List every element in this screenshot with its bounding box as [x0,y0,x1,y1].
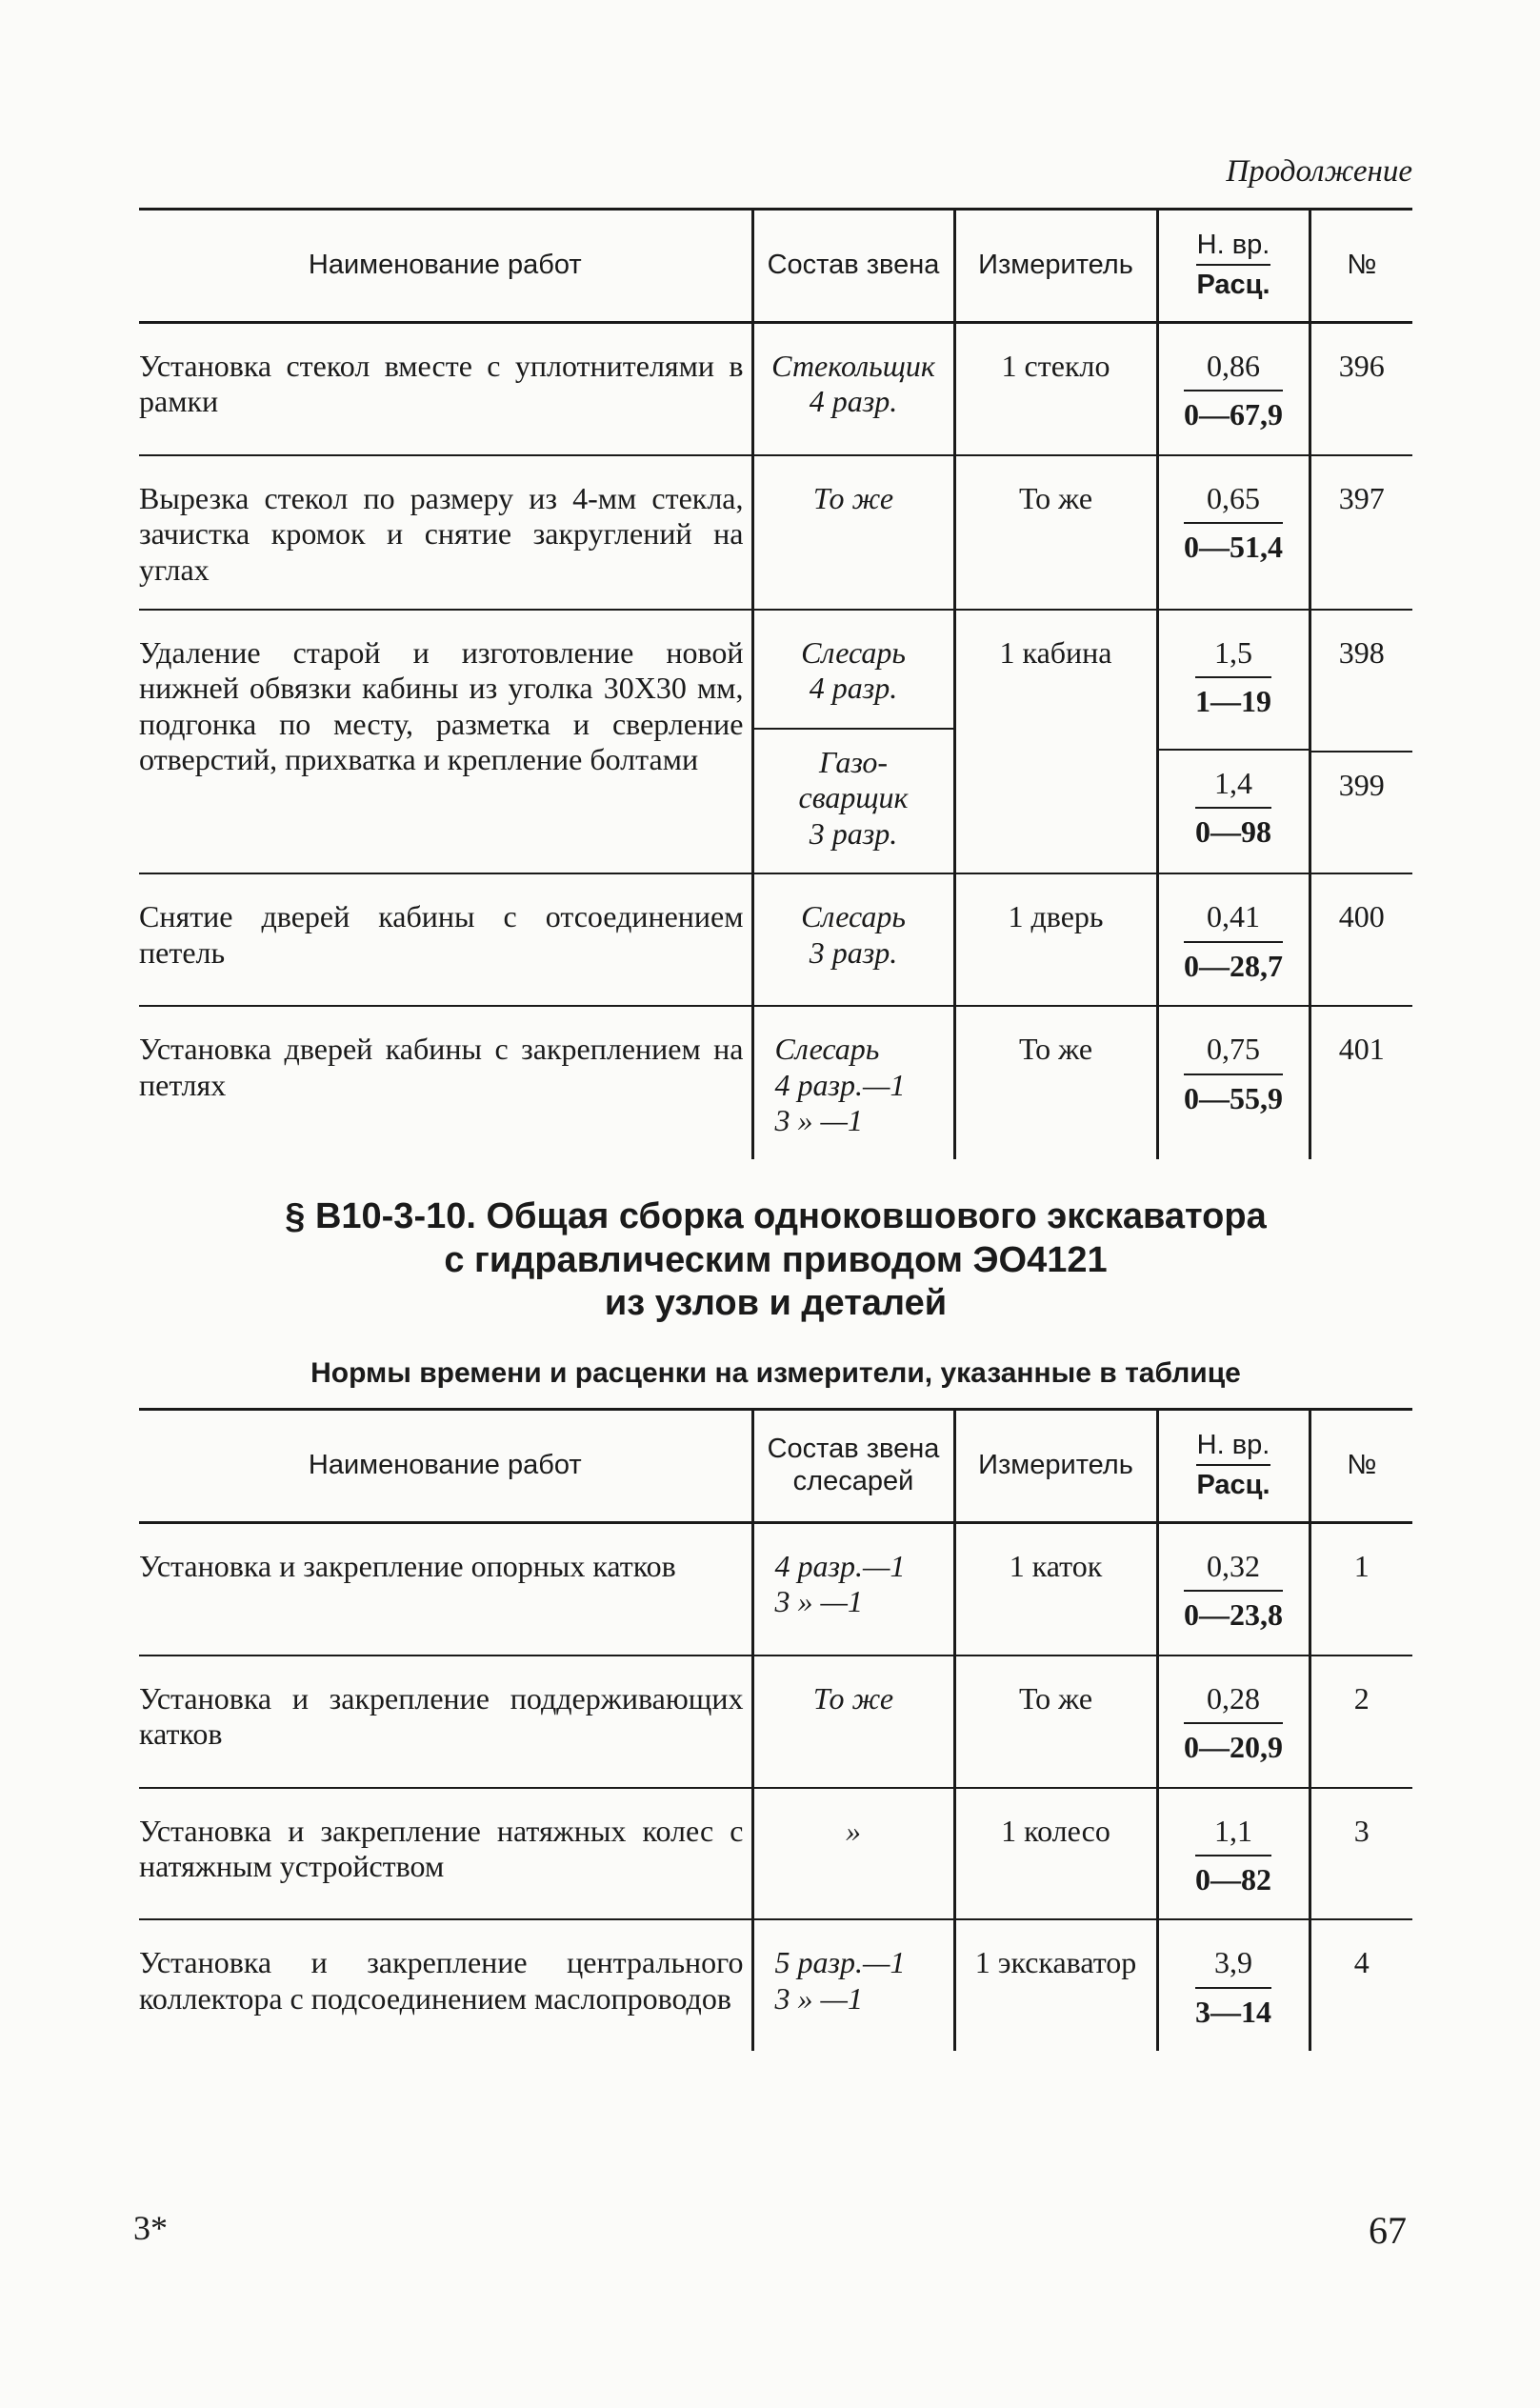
crew-cell [752,322,954,454]
row-number-cell [1310,610,1412,873]
header-price-label: Расц. [1196,269,1270,300]
header-rate [1157,210,1310,323]
header-measure: Измеритель [954,210,1157,323]
row-number: 397 [1310,455,1412,610]
time-norm: 0,28 [1184,1681,1283,1724]
section-subtitle: Нормы времени и расценки на измерители, указанные в таблице [310,1357,1241,1389]
rate-cell [1157,1006,1310,1159]
work-name: Установка и закрепление поддерживающих катков [139,1656,752,1788]
crew-line: » [846,1813,861,1848]
number-subdivision [1311,751,1413,803]
section-title-line: § В10-3-10. Общая сборка одноковшового экскаватора [285,1196,1267,1236]
measure-unit: 1 стекло [954,322,1157,454]
table-row [139,455,1412,610]
crew-cell [752,455,954,610]
crew-line: То же [812,1680,894,1716]
crew-cell [752,1919,954,2051]
header-crew: Состав звена слесарей [752,1410,954,1523]
work-name: Установка и закрепление натяжных колес с натяжным устройством [139,1788,752,1920]
work-name: Установка и закрепление центрального коллектора с подсоединением маслопроводов [139,1919,752,2051]
rate-cell [1157,610,1310,873]
crew-line: сварщик [798,780,909,815]
row-number: 398 [1338,635,1385,671]
work-name: Вырезка стекол по размеру из 4-мм стекла, зачистка кромок и снятие закруглений на углах [139,455,752,610]
measure-unit: То же [954,1656,1157,1788]
price-value: 0—51,4 [1184,530,1283,565]
price-value: 0—55,9 [1184,1080,1283,1115]
crew-line: 5 разр.—1 [774,1945,906,1980]
header-name: Наименование работ [139,210,752,323]
row-number: 2 [1310,1656,1412,1788]
crew-line: Газо- [818,744,889,779]
continuation-label: Продолжение [1226,154,1412,189]
work-name: Установка и закрепление опорных катков [139,1548,676,1583]
price-value: 0—98 [1195,814,1271,850]
measure-unit: 1 дверь [954,873,1157,1006]
crew-line: 3 разр. [809,815,898,851]
work-name: Установка стекол вместе с уплотнителями в рамки [139,348,744,419]
rate-cell [1157,1656,1310,1788]
price-value: 0—28,7 [1184,948,1283,983]
header-number: № [1310,1410,1412,1523]
rate-cell [1157,873,1310,1006]
page-number: 67 [1369,2209,1407,2252]
measure-unit: 1 экскаватор [954,1919,1157,2051]
work-name: Снятие дверей кабины с отсоединением петель [139,873,752,1006]
table-row [139,322,1412,454]
header-name: Наименование работ [139,1410,752,1523]
header-price-label: Расц. [1196,1469,1270,1500]
crew-cell [752,873,954,1006]
work-name: Удаление старой и изготовление новой нижней обвязки кабины из уголка 30X30 мм, подгонка по месту, разметка и сверление отверстий, прихватка и крепление болтами [139,610,752,873]
table-row [139,1656,1412,1788]
measure-unit: 1 колесо [954,1788,1157,1920]
crew-line: 4 разр.—1 [774,1548,906,1583]
header-rate [1157,1410,1310,1523]
price-value: 0—23,8 [1184,1597,1283,1633]
crew-line: 4 разр. [809,671,898,706]
norms-table-continued [139,208,1412,1159]
measure-unit: То же [954,455,1157,610]
price-value: 3—14 [1195,1994,1271,2029]
row-number: 396 [1310,322,1412,454]
crew-cell [752,1788,954,1920]
table-header-row [139,1410,1412,1523]
time-norm: 0,75 [1184,1032,1283,1074]
rate-cell [1157,1522,1310,1655]
table-row [139,610,1412,873]
table-row [139,1522,1412,1655]
price-value: 0—20,9 [1184,1730,1283,1765]
header-number: № [1310,210,1412,323]
crew-line: 3 » —1 [774,1980,863,2016]
price-value: 1—19 [1195,684,1271,719]
crew-line: 3 » —1 [774,1102,863,1137]
crew-line: 4 разр.—1 [774,1067,906,1102]
price-value: 0—67,9 [1184,397,1283,432]
row-number: 4 [1310,1919,1412,2051]
time-norm: 3,9 [1195,1945,1271,1988]
row-number: 3 [1310,1788,1412,1920]
table-row [139,873,1412,1006]
time-norm: 0,86 [1184,349,1283,391]
signature-mark: 3* [133,2209,168,2247]
crew-cell [752,1006,954,1159]
time-norm: 0,32 [1184,1549,1283,1592]
time-norm: 1,5 [1195,635,1271,678]
header-norm-label: Н. вр. [1196,1430,1270,1466]
row-number: 401 [1310,1006,1412,1159]
rate-subdivision [1159,749,1309,851]
crew-cell [752,1656,954,1788]
time-norm: 0,41 [1184,899,1283,942]
crew-line: 3 » —1 [774,1584,863,1619]
row-number: 1 [1310,1522,1412,1655]
crew-cell [752,1522,954,1655]
table-row [139,1919,1412,2051]
header-crew: Состав звена [752,210,954,323]
measure-unit: То же [954,1006,1157,1159]
table-row [139,1788,1412,1920]
rate-cell [1157,455,1310,610]
section-title-line: из узлов и деталей [604,1283,948,1324]
norms-table [139,1408,1412,2051]
measure-unit: 1 каток [954,1522,1157,1655]
time-norm: 1,1 [1195,1814,1271,1856]
header-norm-label: Н. вр. [1196,230,1270,266]
rate-cell [1157,322,1310,454]
table-header-row [139,210,1412,323]
crew-line: 3 разр. [809,934,898,970]
crew-subdivision [754,728,953,852]
crew-line: Стекольщик [771,348,935,383]
crew-line: Слесарь [801,899,906,934]
crew-cell [752,610,954,873]
work-name: Установка дверей кабины с закреплением на петлях [139,1006,752,1159]
row-number: 400 [1310,873,1412,1006]
rate-cell [1157,1788,1310,1920]
section-title-line: с гидравлическим приводом ЭО4121 [444,1239,1108,1280]
crew-line: 4 разр. [809,384,898,419]
section-title [139,1195,1412,1326]
crew-line: То же [812,480,894,515]
time-norm: 1,4 [1195,766,1271,809]
crew-line: Слесарь [801,635,906,671]
crew-line: Слесарь [774,1032,880,1067]
rate-cell [1157,1919,1310,2051]
row-number: 399 [1338,768,1385,803]
measure-unit: 1 кабина [954,610,1157,873]
price-value: 0—82 [1195,1862,1271,1897]
table-row [139,1006,1412,1159]
time-norm: 0,65 [1184,481,1283,524]
header-measure: Измеритель [954,1410,1157,1523]
